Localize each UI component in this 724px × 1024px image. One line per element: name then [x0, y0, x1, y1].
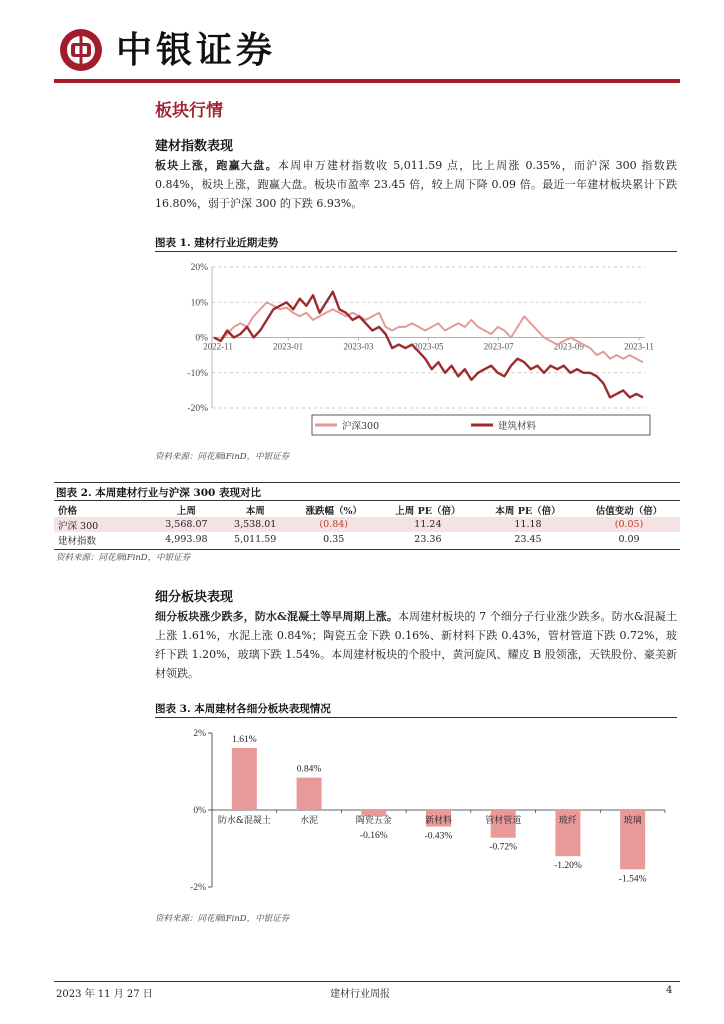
table-cell: 0.35: [323, 534, 345, 545]
y-tick-label: -20%: [187, 404, 208, 414]
value-label: -0.43%: [424, 831, 453, 842]
x-tick-label: 2023-01: [273, 341, 304, 352]
figure2-source: 资料来源：同花顺iFinD，中银证券: [56, 553, 191, 563]
y-tick-label: 0%: [195, 333, 208, 344]
figure1-source: 资料来源：同花顺iFinD，中银证券: [155, 452, 290, 462]
figure3-rule: [155, 717, 677, 718]
y-tick-label: -2%: [190, 883, 206, 893]
bar: [297, 778, 322, 810]
table-cell: (0.84): [290, 517, 378, 532]
table-header-cell: 上周: [176, 505, 196, 517]
table-cell: 建材指数: [58, 535, 97, 547]
table-row: [54, 517, 680, 532]
figure3-title: 图表 3. 本周建材各细分板块表现情况: [155, 703, 331, 715]
category-label: 陶瓷五金: [355, 816, 392, 826]
table-cell: 23.36: [414, 534, 442, 545]
y-tick-label: 0%: [193, 806, 206, 816]
category-label: 防水&混凝土: [217, 816, 271, 826]
category-label: 新材料: [424, 816, 453, 826]
x-tick-label: 2023-03: [343, 341, 374, 352]
table-cell: 3,568.07: [152, 517, 221, 532]
x-tick-label: 2022-11: [203, 341, 233, 352]
sub-section-body: 本周建材板块的 7 个细分子行业涨少跌多。防水&混凝土上涨 1.61%，水泥上涨 0.84%；陶瓷五金下跌 0.16%、新材料下跌 0.43%，管材管道下跌 0.72%，玻纤下跌 1.20%，玻璃下跌 1.54%。本周建材板块的个股中，黄河旋风、耀皮 B 股领涨，天铁股份、豪美新材领跌。: [155, 610, 677, 680]
table-cell: 5,011.59: [234, 534, 277, 545]
legend-label: 沪深300: [342, 421, 380, 432]
sub-section-lead: 细分板块涨少跌多，防水&混凝土等早周期上涨。: [155, 610, 398, 623]
x-tick-label: 2023-07: [483, 341, 514, 352]
table-cell: 23.45: [514, 534, 542, 545]
index-section-paragraph: [155, 156, 677, 213]
footer-rule: [54, 981, 680, 982]
value-label: 1.61%: [232, 735, 257, 746]
x-tick-label: 2023-05: [413, 341, 444, 352]
figure3-source: 资料来源：同花顺iFinD，中银证券: [155, 914, 290, 924]
category-label: 水泥: [300, 816, 319, 826]
value-label: 0.84%: [296, 764, 322, 775]
figure2-top-rule: [54, 482, 680, 483]
table-cell: 11.18: [478, 517, 578, 532]
table-header-row: [54, 502, 680, 517]
bar-chart-bars: [232, 748, 645, 872]
figure2-title: 图表 2. 本周建材行业与沪深 300 表现对比: [56, 487, 262, 499]
table-header-cell: 本周: [245, 505, 265, 517]
value-label: -0.72%: [489, 842, 518, 853]
table-cell: 0.09: [618, 534, 640, 545]
value-label: -1.20%: [554, 861, 582, 872]
table-header-cell: 涨跌幅（%）: [305, 505, 362, 517]
brand-name: 中银证券: [116, 29, 277, 71]
x-tick-label: 2023-11: [624, 341, 654, 352]
table-header-cell: 上周 PE（倍）: [395, 505, 461, 517]
footer-report-name: 建材行业周报: [330, 989, 390, 1000]
table-cell: (0.05): [578, 517, 680, 532]
table-cell: 沪深 300: [54, 517, 152, 532]
line-chart-y-ticks: [187, 263, 208, 414]
index-section-body: 本周申万建材指数收 5,011.59 点，比上周涨 0.35%，而沪深 300 指数跌 0.84%，板块上涨，跑赢大盘。板块市盈率 23.45 倍，较上周下降 0.09 倍。最近一年建材板块累计下跌 16.80%，弱于沪深 300 的下跌 6.93%。: [155, 159, 678, 210]
index-section-title: 建材指数表现: [155, 139, 234, 154]
figure1-title: 图表 1. 建材行业近期走势: [155, 237, 279, 249]
table-row: [54, 532, 680, 547]
y-tick-label: 10%: [190, 298, 208, 309]
table-cell: 3,538.01: [221, 517, 290, 532]
bank-logo-icon: [58, 27, 104, 73]
series-line-hs300: [214, 302, 643, 362]
bar: [232, 748, 257, 810]
table-header-cell: 价格: [58, 505, 78, 517]
line-chart-x-ticks: [203, 338, 654, 352]
table-cell: 4,993.98: [165, 534, 208, 545]
bar-chart: [155, 721, 677, 906]
sub-section-title: 细分板块表现: [155, 590, 234, 605]
category-label: 管材管道: [485, 816, 522, 826]
line-chart-legend: [315, 420, 537, 432]
category-label: 玻璃: [623, 816, 642, 826]
figure2-title-rule: [54, 500, 680, 501]
figure2-bottom-rule: [54, 549, 680, 550]
footer-date: 2023 年 11 月 27 日: [56, 989, 153, 1000]
index-section-lead: 板块上涨，跑赢大盘。: [155, 159, 278, 172]
table-header-cell: 本周 PE（倍）: [495, 505, 561, 517]
category-label: 玻纤: [558, 816, 577, 826]
y-tick-label: 20%: [190, 263, 208, 273]
header-rule: [54, 79, 680, 83]
figure1-rule: [155, 251, 677, 252]
value-label: -0.16%: [359, 831, 388, 841]
sub-section-paragraph: [155, 607, 677, 683]
section-title: 板块行情: [155, 101, 223, 121]
table-cell: 11.24: [378, 517, 478, 532]
table-header-cell: 估值变动（倍）: [595, 505, 663, 517]
performance-table: [54, 502, 680, 547]
y-tick-label: -10%: [187, 368, 208, 379]
y-tick-label: 2%: [193, 729, 206, 739]
footer-page-number: 4: [666, 985, 673, 996]
line-chart: [155, 255, 677, 440]
x-tick-label: 2023-09: [553, 341, 584, 352]
legend-label: 建筑材料: [498, 421, 537, 432]
value-label: -1.54%: [618, 874, 647, 885]
